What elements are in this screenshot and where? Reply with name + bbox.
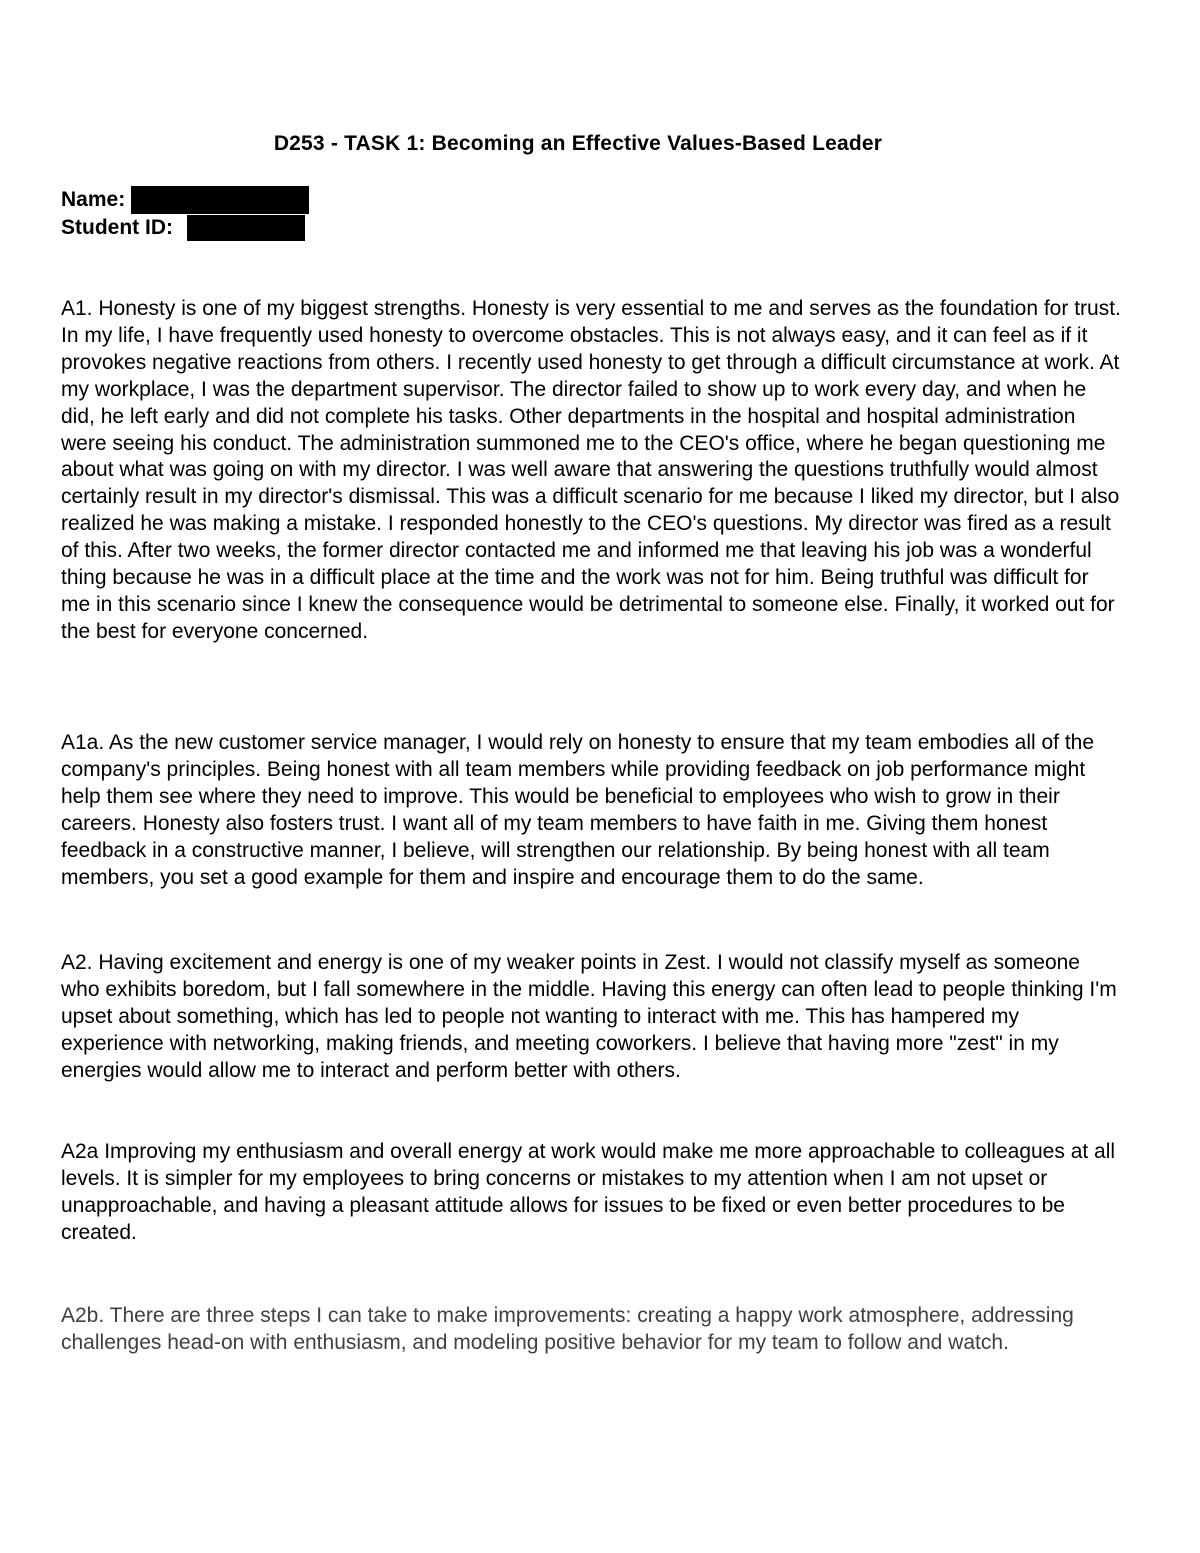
name-redaction-box: [131, 186, 309, 214]
name-row: [61, 186, 309, 214]
document-title: D253 - TASK 1: Becoming an Effective Values-Based Leader: [273, 132, 883, 155]
student-info-block: [61, 186, 309, 242]
paragraph-a2: A2. Having excitement and energy is one of my weaker points in Zest. I would not classify myself as someone who exhibits boredom, but I fall somewhere in the middle. Having this energy can often lead to people thinking I'm upset about something, which has led to people not wanting to interact with me. This has hampered my experience with networking, making friends, and meeting coworkers. I believe that having more "zest" in my energies would allow me to interact and perform better with others.: [61, 951, 1117, 1082]
name-label: Name:: [61, 188, 126, 211]
student-id-label: Student ID:: [61, 216, 173, 239]
paragraph-a1a: A1a. As the new customer service manager, I would rely on honesty to ensure that my team embodies all of the company's principles. Being honest with all team members while providing feedback on job performance might help them see where they need to improve. This would be beneficial to employees who wish to grow in their careers. Honesty also fosters trust. I want all of my team members to have faith in me. Giving them honest feedback in a constructive manner, I believe, will strengthen our relationship. By being honest with all team members, you set a good example for them and inspire and encourage them to do the same.: [61, 731, 1095, 889]
paragraph-a1: A1. Honesty is one of my biggest strengths. Honesty is very essential to me and serves as the foundation for trust. In my life, I have frequently used honesty to overcome obstacles. This is not always easy, and it can feel as if it provokes negative reactions from others. I recently used honesty to get through a difficult circumstance at work. At my workplace, I was the department supervisor. The director failed to show up to work every day, and when he did, he left early and did not complete his tasks. Other departments in the hospital and hospital administration were seeing his conduct. The administration summoned me to the CEO's office, where he began questioning me about what was going on with my director. I was well aware that answering the questions truthfully would almost certainly result in my director's dismissal. This was a difficult scenario for me because I liked my director, but I also realized he was making a mistake. I responded honestly to the CEO's questions. My director was fired as a result of this. After two weeks, the former director contacted me and informed me that leaving his job was a wonderful thing because he was in a difficult place at the time and the work was not for him. Being truthful was difficult for me in this scenario since I knew the consequence would be detrimental to someone else. Finally, it worked out for the best for everyone concerned.: [61, 297, 1121, 643]
paragraph-a2a: A2a Improving my enthusiasm and overall energy at work would make me more approachable to colleagues at all levels. It is simpler for my employees to bring concerns or mistakes to my attention when I am not upset or unapproachable, and having a pleasant attitude allows for issues to be fixed or even better procedures to be created.: [61, 1140, 1116, 1244]
paragraph-a2b: A2b. There are three steps I can take to make improvements: creating a happy work atmosphere, addressing challenges head-on with enthusiasm, and modeling positive behavior for my team to follow and watch.: [61, 1304, 1074, 1354]
student-id-row: [61, 214, 309, 242]
student-id-redaction-box: [187, 215, 305, 241]
